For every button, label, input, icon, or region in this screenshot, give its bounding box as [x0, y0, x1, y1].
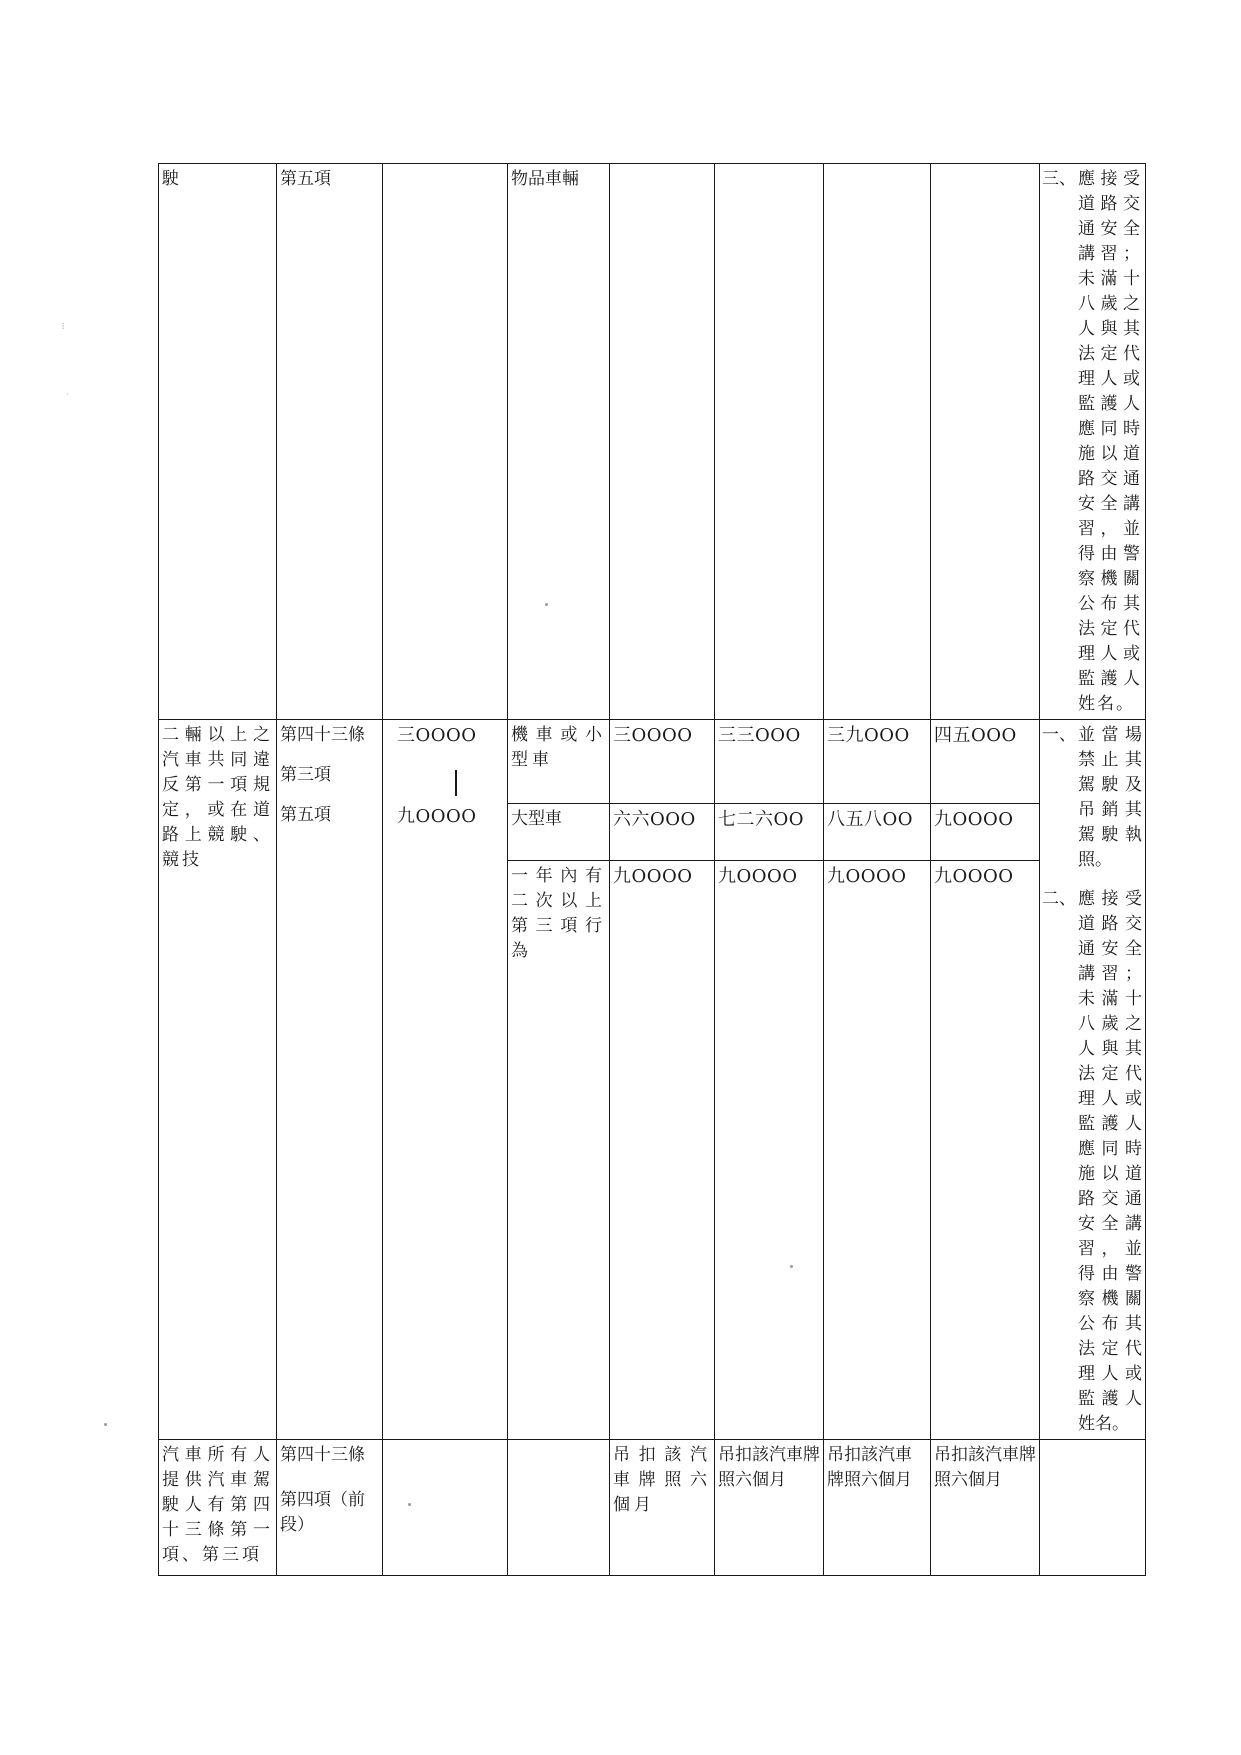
fine-value: 九OOOO: [934, 865, 1014, 887]
fine-cell: [931, 803, 1040, 860]
fine-range-cell: [383, 164, 508, 720]
penalty-text: 吊扣該汽車牌照六個月: [613, 1445, 711, 1515]
vehicle-type-text: 物品車輛: [511, 169, 579, 189]
article-text-a: 第四十三條: [280, 1445, 365, 1465]
fine-range-cell: [383, 720, 508, 1440]
vehicle-type-text: 大型車: [511, 808, 562, 829]
penalty-text: 吊扣該汽車牌照六個月: [827, 1445, 912, 1490]
fine-cell: [824, 860, 931, 1439]
fine-cell: [824, 164, 931, 720]
fine-value: 七二六OO: [718, 808, 805, 830]
violation-cell: [159, 164, 277, 720]
fine-cell: [824, 803, 931, 860]
article-text-a: 第四十三條: [280, 725, 365, 745]
fine-cell: [931, 1440, 1040, 1576]
fine-cell: [610, 860, 715, 1439]
table-row-1: [159, 164, 1146, 720]
fine-range-cell: [383, 1440, 508, 1576]
vehicle-type-cell: [508, 803, 610, 860]
fine-value: 九OOOO: [613, 865, 693, 887]
violation-cell: [159, 1440, 277, 1576]
note-text: 應接受道路交通安全講習；未滿十八歲之人與其法定代理人或監護人應同時施以道路交通安全講習，並得由警察機關公布其法定代理人或監護人姓名。: [1078, 169, 1142, 714]
note-marker: 二、: [1042, 889, 1076, 909]
fine-cell: [715, 860, 824, 1439]
fine-cell: [610, 720, 715, 804]
penalty-text: 吊扣該汽車牌照六個月: [718, 1445, 820, 1490]
article-text-b: 第三項: [280, 765, 331, 785]
fine-cell: [931, 164, 1040, 720]
fine-cell: [610, 803, 715, 860]
fine-value: 九OOOO: [934, 808, 1014, 830]
fine-cell: [715, 803, 824, 860]
fine-value: 三OOOO: [613, 725, 693, 746]
article-text-b: 第四項（前段）: [280, 1490, 365, 1535]
note-text: 並當場禁止其駕駛及吊銷其駕駛執照。: [1078, 725, 1142, 870]
fine-cell: [824, 720, 931, 804]
fine-cell: [824, 1440, 931, 1576]
fine-cell: [715, 164, 824, 720]
note-marker: 三、: [1042, 169, 1076, 189]
fine-value: 三三OOO: [718, 725, 801, 746]
notes-cell: [1040, 1440, 1146, 1576]
fine-min-value: 三OOOO: [397, 725, 477, 746]
vehicle-type-text: 一年內有二次以上第三項行為: [511, 865, 606, 961]
fine-value: 九OOOO: [827, 865, 907, 887]
violation-cell: [159, 720, 277, 1440]
table-row-3: [159, 1440, 1146, 1576]
fine-max-value: 九OOOO: [397, 806, 477, 827]
article-text: 第五項: [280, 169, 331, 189]
article-cell: [277, 720, 383, 1440]
article-cell: [277, 164, 383, 720]
vehicle-type-cell: [508, 164, 610, 720]
fine-value: 九OOOO: [718, 865, 798, 887]
fine-cell: [610, 1440, 715, 1576]
fine-cell: [715, 720, 824, 804]
table-row-2-motorcycle: [159, 720, 1146, 804]
vehicle-type-cell: [508, 860, 610, 1439]
fine-value: 六六OOO: [613, 808, 696, 830]
fine-cell: [931, 860, 1040, 1439]
penalty-table: [158, 163, 1146, 1576]
scan-mark: ·: [66, 390, 69, 399]
note-item: [1042, 887, 1142, 1437]
vehicle-type-cell: [508, 1440, 610, 1576]
violation-text: 二輛以上之汽車共同違反第一項規定，或在道路上競駛、競技: [162, 725, 273, 870]
fine-value: 四五OOO: [934, 725, 1017, 746]
note-item: [1042, 723, 1142, 873]
fine-cell: [715, 1440, 824, 1576]
penalty-text: 吊扣該汽車牌照六個月: [934, 1445, 1036, 1490]
fine-cell: [610, 164, 715, 720]
scan-mark: ⁞: [62, 322, 65, 331]
note-item: [1042, 167, 1142, 717]
vehicle-type-text: 機車或小型車: [511, 725, 606, 770]
range-dash: [455, 770, 457, 796]
fine-value: 三九OOO: [827, 725, 910, 746]
vehicle-type-cell: [508, 720, 610, 804]
notes-cell: [1040, 164, 1146, 720]
violation-text: 汽車所有人提供汽車駕駛人有第四十三條第一項、第三項: [162, 1445, 273, 1565]
violation-text: 駛: [162, 169, 179, 189]
note-text: 應接受道路交通安全講習；未滿十八歲之人與其法定代理人或監護人應同時施以道路交通安全講習，並得由警察機關公布其法定代理人或監護人姓名。: [1078, 889, 1142, 1434]
scan-speck: [104, 1423, 107, 1426]
note-marker: 一、: [1042, 725, 1076, 745]
article-text-c: 第五項: [280, 805, 331, 825]
fine-value: 八五八OO: [827, 808, 914, 830]
article-cell: [277, 1440, 383, 1576]
fine-cell: [931, 720, 1040, 804]
notes-cell: [1040, 720, 1146, 1440]
